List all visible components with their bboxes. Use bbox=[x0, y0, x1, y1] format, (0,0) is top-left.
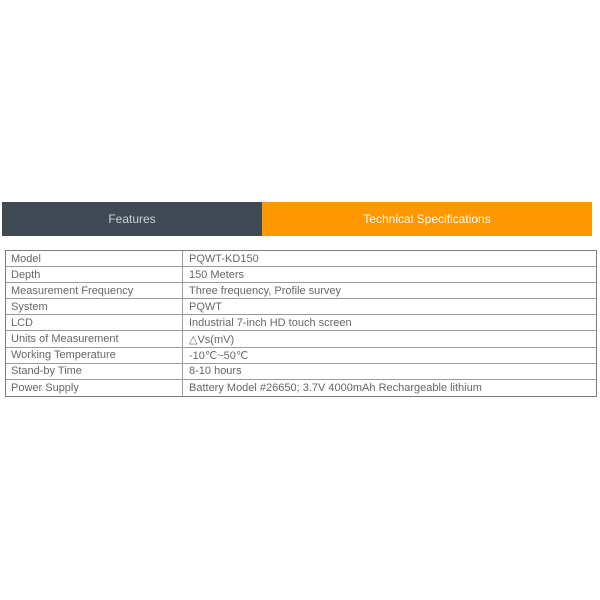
spec-label: LCD bbox=[6, 315, 183, 330]
table-row bbox=[6, 315, 596, 331]
table-row bbox=[6, 283, 596, 299]
spec-value: Three frequency, Profile survey bbox=[189, 284, 342, 297]
spec-label: Working Temperature bbox=[6, 348, 183, 363]
spec-value: 8-10 hours bbox=[189, 365, 242, 378]
spec-value: Battery Model #26650; 3.7V 4000mAh Rechargeable lithium bbox=[189, 381, 482, 394]
spec-label: Measurement Frequency bbox=[6, 283, 183, 298]
table-row bbox=[6, 299, 596, 315]
table-row bbox=[6, 331, 596, 347]
tab-features[interactable] bbox=[2, 202, 262, 236]
spec-value: △Vs(mV) bbox=[189, 333, 235, 346]
tab-bar bbox=[2, 202, 592, 236]
spec-label: Units of Measurement bbox=[6, 331, 183, 346]
table-row bbox=[6, 348, 596, 364]
spec-value: PQWT-KD150 bbox=[189, 252, 259, 265]
table-row bbox=[6, 364, 596, 380]
spec-label: Power Supply bbox=[6, 380, 183, 396]
spec-value: -10℃~50℃ bbox=[189, 349, 249, 362]
tab-technical-specifications-label: Technical Specifications bbox=[363, 212, 491, 226]
spec-label: Model bbox=[6, 251, 183, 266]
spec-value: PQWT bbox=[189, 300, 222, 313]
spec-value: Industrial 7-inch HD touch screen bbox=[189, 316, 352, 329]
spec-label: Stand-by Time bbox=[6, 364, 183, 379]
spec-value: 150 Meters bbox=[189, 268, 245, 281]
tab-technical-specifications[interactable] bbox=[262, 202, 592, 236]
spec-label: Depth bbox=[6, 267, 183, 282]
table-row bbox=[6, 267, 596, 283]
table-row bbox=[6, 380, 596, 396]
table-row bbox=[6, 251, 596, 267]
tab-features-label: Features bbox=[108, 212, 156, 226]
spec-label: System bbox=[6, 299, 183, 314]
specifications-table bbox=[5, 250, 597, 397]
